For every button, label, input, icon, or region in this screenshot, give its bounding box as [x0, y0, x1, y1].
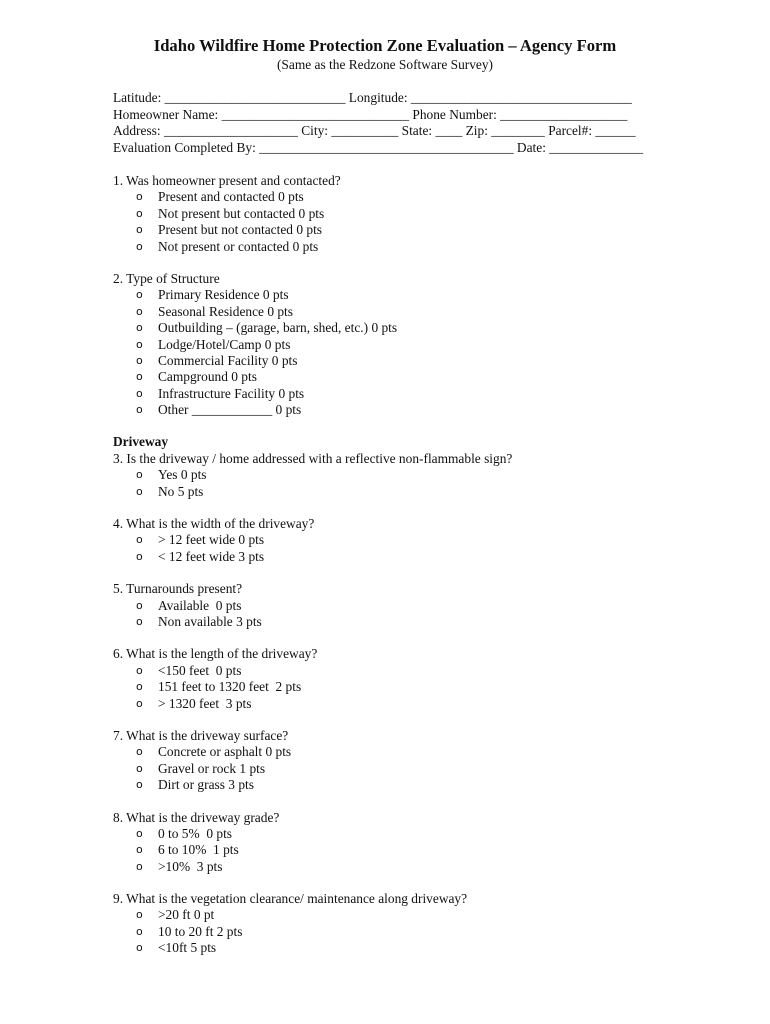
- circle-bullet-icon: o: [136, 908, 143, 922]
- answer-option[interactable]: [113, 222, 673, 238]
- circle-bullet-icon: o: [136, 206, 143, 220]
- answer-option[interactable]: [113, 337, 673, 353]
- circle-bullet-icon: o: [136, 843, 143, 857]
- option-label: Available 0 pts: [158, 597, 242, 613]
- option-label: Infrastructure Facility 0 pts: [158, 385, 305, 401]
- question-3: [113, 434, 673, 500]
- answer-option[interactable]: [113, 761, 673, 777]
- circle-bullet-icon: o: [136, 924, 143, 938]
- option-label: >10% 3 pts: [158, 858, 223, 874]
- evaluator-date-line: Evaluation Completed By: ______________________________________ Date: ______________: [113, 139, 644, 155]
- answer-option[interactable]: [113, 304, 673, 320]
- circle-bullet-icon: o: [136, 403, 143, 417]
- answer-option[interactable]: [113, 467, 673, 483]
- option-label: Present and contacted 0 pts: [158, 189, 304, 205]
- option-label: <150 feet 0 pts: [158, 662, 242, 678]
- question-1: [113, 173, 673, 255]
- circle-bullet-icon: o: [136, 190, 143, 204]
- question-text: 7. What is the driveway surface?: [113, 727, 289, 743]
- form-subtitle: (Same as the Redzone Software Survey): [276, 57, 494, 72]
- circle-bullet-icon: o: [136, 223, 143, 237]
- answer-option[interactable]: [113, 189, 673, 205]
- option-label: Present but not contacted 0 pts: [158, 222, 323, 238]
- circle-bullet-icon: o: [136, 533, 143, 547]
- question-text: 1. Was homeowner present and contacted?: [113, 173, 341, 188]
- circle-bullet-icon: o: [136, 370, 143, 384]
- questions-list: [113, 173, 673, 973]
- option-label: <10ft 5 pts: [158, 940, 217, 956]
- circle-bullet-icon: o: [136, 941, 143, 955]
- option-label: 6 to 10% 1 pts: [158, 842, 239, 858]
- circle-bullet-icon: o: [136, 826, 143, 840]
- answer-option[interactable]: [113, 386, 673, 402]
- answer-option[interactable]: [113, 859, 673, 875]
- option-label: Campground 0 pts: [158, 369, 257, 385]
- option-label: Dirt or grass 3 pts: [158, 777, 254, 793]
- circle-bullet-icon: o: [136, 386, 143, 400]
- answer-option[interactable]: [113, 826, 673, 842]
- option-label: Concrete or asphalt 0 pts: [158, 744, 292, 760]
- option-label: Yes 0 pts: [158, 467, 207, 483]
- circle-bullet-icon: o: [136, 321, 143, 335]
- answer-option[interactable]: [113, 907, 673, 923]
- question-text: 9. What is the vegetation clearance/ maintenance along driveway?: [113, 891, 468, 907]
- option-label: Commercial Facility 0 pts: [158, 352, 298, 368]
- answer-option[interactable]: [113, 940, 673, 956]
- option-label: 0 to 5% 0 pts: [158, 825, 233, 841]
- circle-bullet-icon: o: [136, 859, 143, 873]
- circle-bullet-icon: o: [136, 288, 143, 302]
- answer-option[interactable]: [113, 842, 673, 858]
- question-5: [113, 581, 673, 630]
- question-8: [113, 810, 673, 876]
- option-label: Non available 3 pts: [158, 613, 262, 629]
- circle-bullet-icon: o: [136, 468, 143, 482]
- option-label: < 12 feet wide 3 pts: [158, 548, 265, 564]
- option-label: > 1320 feet 3 pts: [158, 695, 252, 711]
- circle-bullet-icon: o: [136, 549, 143, 563]
- circle-bullet-icon: o: [136, 663, 143, 677]
- question-text: 4. What is the width of the driveway?: [113, 516, 315, 532]
- question-text: 8. What is the driveway grade?: [113, 809, 280, 825]
- circle-bullet-icon: o: [136, 778, 143, 792]
- circle-bullet-icon: o: [136, 337, 143, 351]
- circle-bullet-icon: o: [136, 484, 143, 498]
- answer-option[interactable]: [113, 924, 673, 940]
- question-text: 2. Type of Structure: [113, 270, 220, 286]
- circle-bullet-icon: o: [136, 598, 143, 612]
- circle-bullet-icon: o: [136, 614, 143, 628]
- answer-option[interactable]: [113, 532, 673, 548]
- option-label: > 12 feet wide 0 pts: [158, 532, 265, 548]
- option-label: Lodge/Hotel/Camp 0 pts: [158, 336, 291, 352]
- circle-bullet-icon: o: [136, 696, 143, 710]
- question-text: 6. What is the length of the driveway?: [113, 646, 318, 662]
- answer-option[interactable]: [113, 744, 673, 760]
- circle-bullet-icon: o: [136, 239, 143, 253]
- question-6: [113, 646, 673, 712]
- answer-option[interactable]: [113, 206, 673, 222]
- answer-option[interactable]: [113, 484, 673, 500]
- address-line: Address: ____________________ City: __________ State: ____ Zip: ________ Parcel#: ______: [113, 123, 636, 138]
- option-label: Seasonal Residence 0 pts: [158, 303, 293, 319]
- option-label: Other ____________ 0 pts: [158, 402, 302, 418]
- circle-bullet-icon: o: [136, 353, 143, 367]
- answer-option[interactable]: [113, 777, 673, 793]
- latitude-longitude-line: Latitude: ___________________________ Longitude: _________________________________: [113, 90, 632, 105]
- circle-bullet-icon: o: [136, 761, 143, 775]
- answer-option[interactable]: [113, 696, 673, 712]
- section-heading: Driveway: [113, 434, 169, 450]
- option-label: No 5 pts: [158, 483, 204, 499]
- option-label: Not present or contacted 0 pts: [158, 238, 319, 254]
- answer-option[interactable]: [113, 239, 673, 255]
- info-block: [113, 90, 658, 156]
- circle-bullet-icon: o: [136, 745, 143, 759]
- answer-option[interactable]: [113, 402, 673, 418]
- question-text: 3. Is the driveway / home addressed with a reflective non-flammable sign?: [113, 450, 513, 466]
- circle-bullet-icon: o: [136, 680, 143, 694]
- question-text: 5. Turnarounds present?: [113, 581, 243, 597]
- answer-option[interactable]: [113, 679, 673, 695]
- option-label: 10 to 20 ft 2 pts: [158, 923, 243, 939]
- form-title: Idaho Wildfire Home Protection Zone Evaluation – Agency Form: [153, 36, 617, 55]
- answer-option[interactable]: [113, 353, 673, 369]
- answer-option[interactable]: [113, 598, 673, 614]
- answer-option[interactable]: [113, 663, 673, 679]
- option-label: Outbuilding – (garage, barn, shed, etc.) 0 pts: [158, 320, 398, 336]
- option-label: 151 feet to 1320 feet 2 pts: [158, 679, 302, 695]
- option-label: Primary Residence 0 pts: [158, 287, 289, 303]
- question-2: [113, 271, 673, 419]
- answer-option[interactable]: [113, 549, 673, 565]
- question-4: [113, 516, 673, 565]
- question-7: [113, 728, 673, 794]
- option-label: >20 ft 0 pt: [158, 907, 215, 923]
- homeowner-phone-line: Homeowner Name: ____________________________ Phone Number: ___________________: [113, 106, 628, 122]
- answer-option[interactable]: [113, 614, 673, 630]
- answer-option[interactable]: [113, 320, 673, 336]
- answer-option[interactable]: [113, 369, 673, 385]
- option-label: Gravel or rock 1 pts: [158, 760, 266, 776]
- option-label: Not present but contacted 0 pts: [158, 205, 325, 221]
- answer-option[interactable]: [113, 287, 673, 303]
- circle-bullet-icon: o: [136, 304, 143, 318]
- question-9: [113, 891, 673, 957]
